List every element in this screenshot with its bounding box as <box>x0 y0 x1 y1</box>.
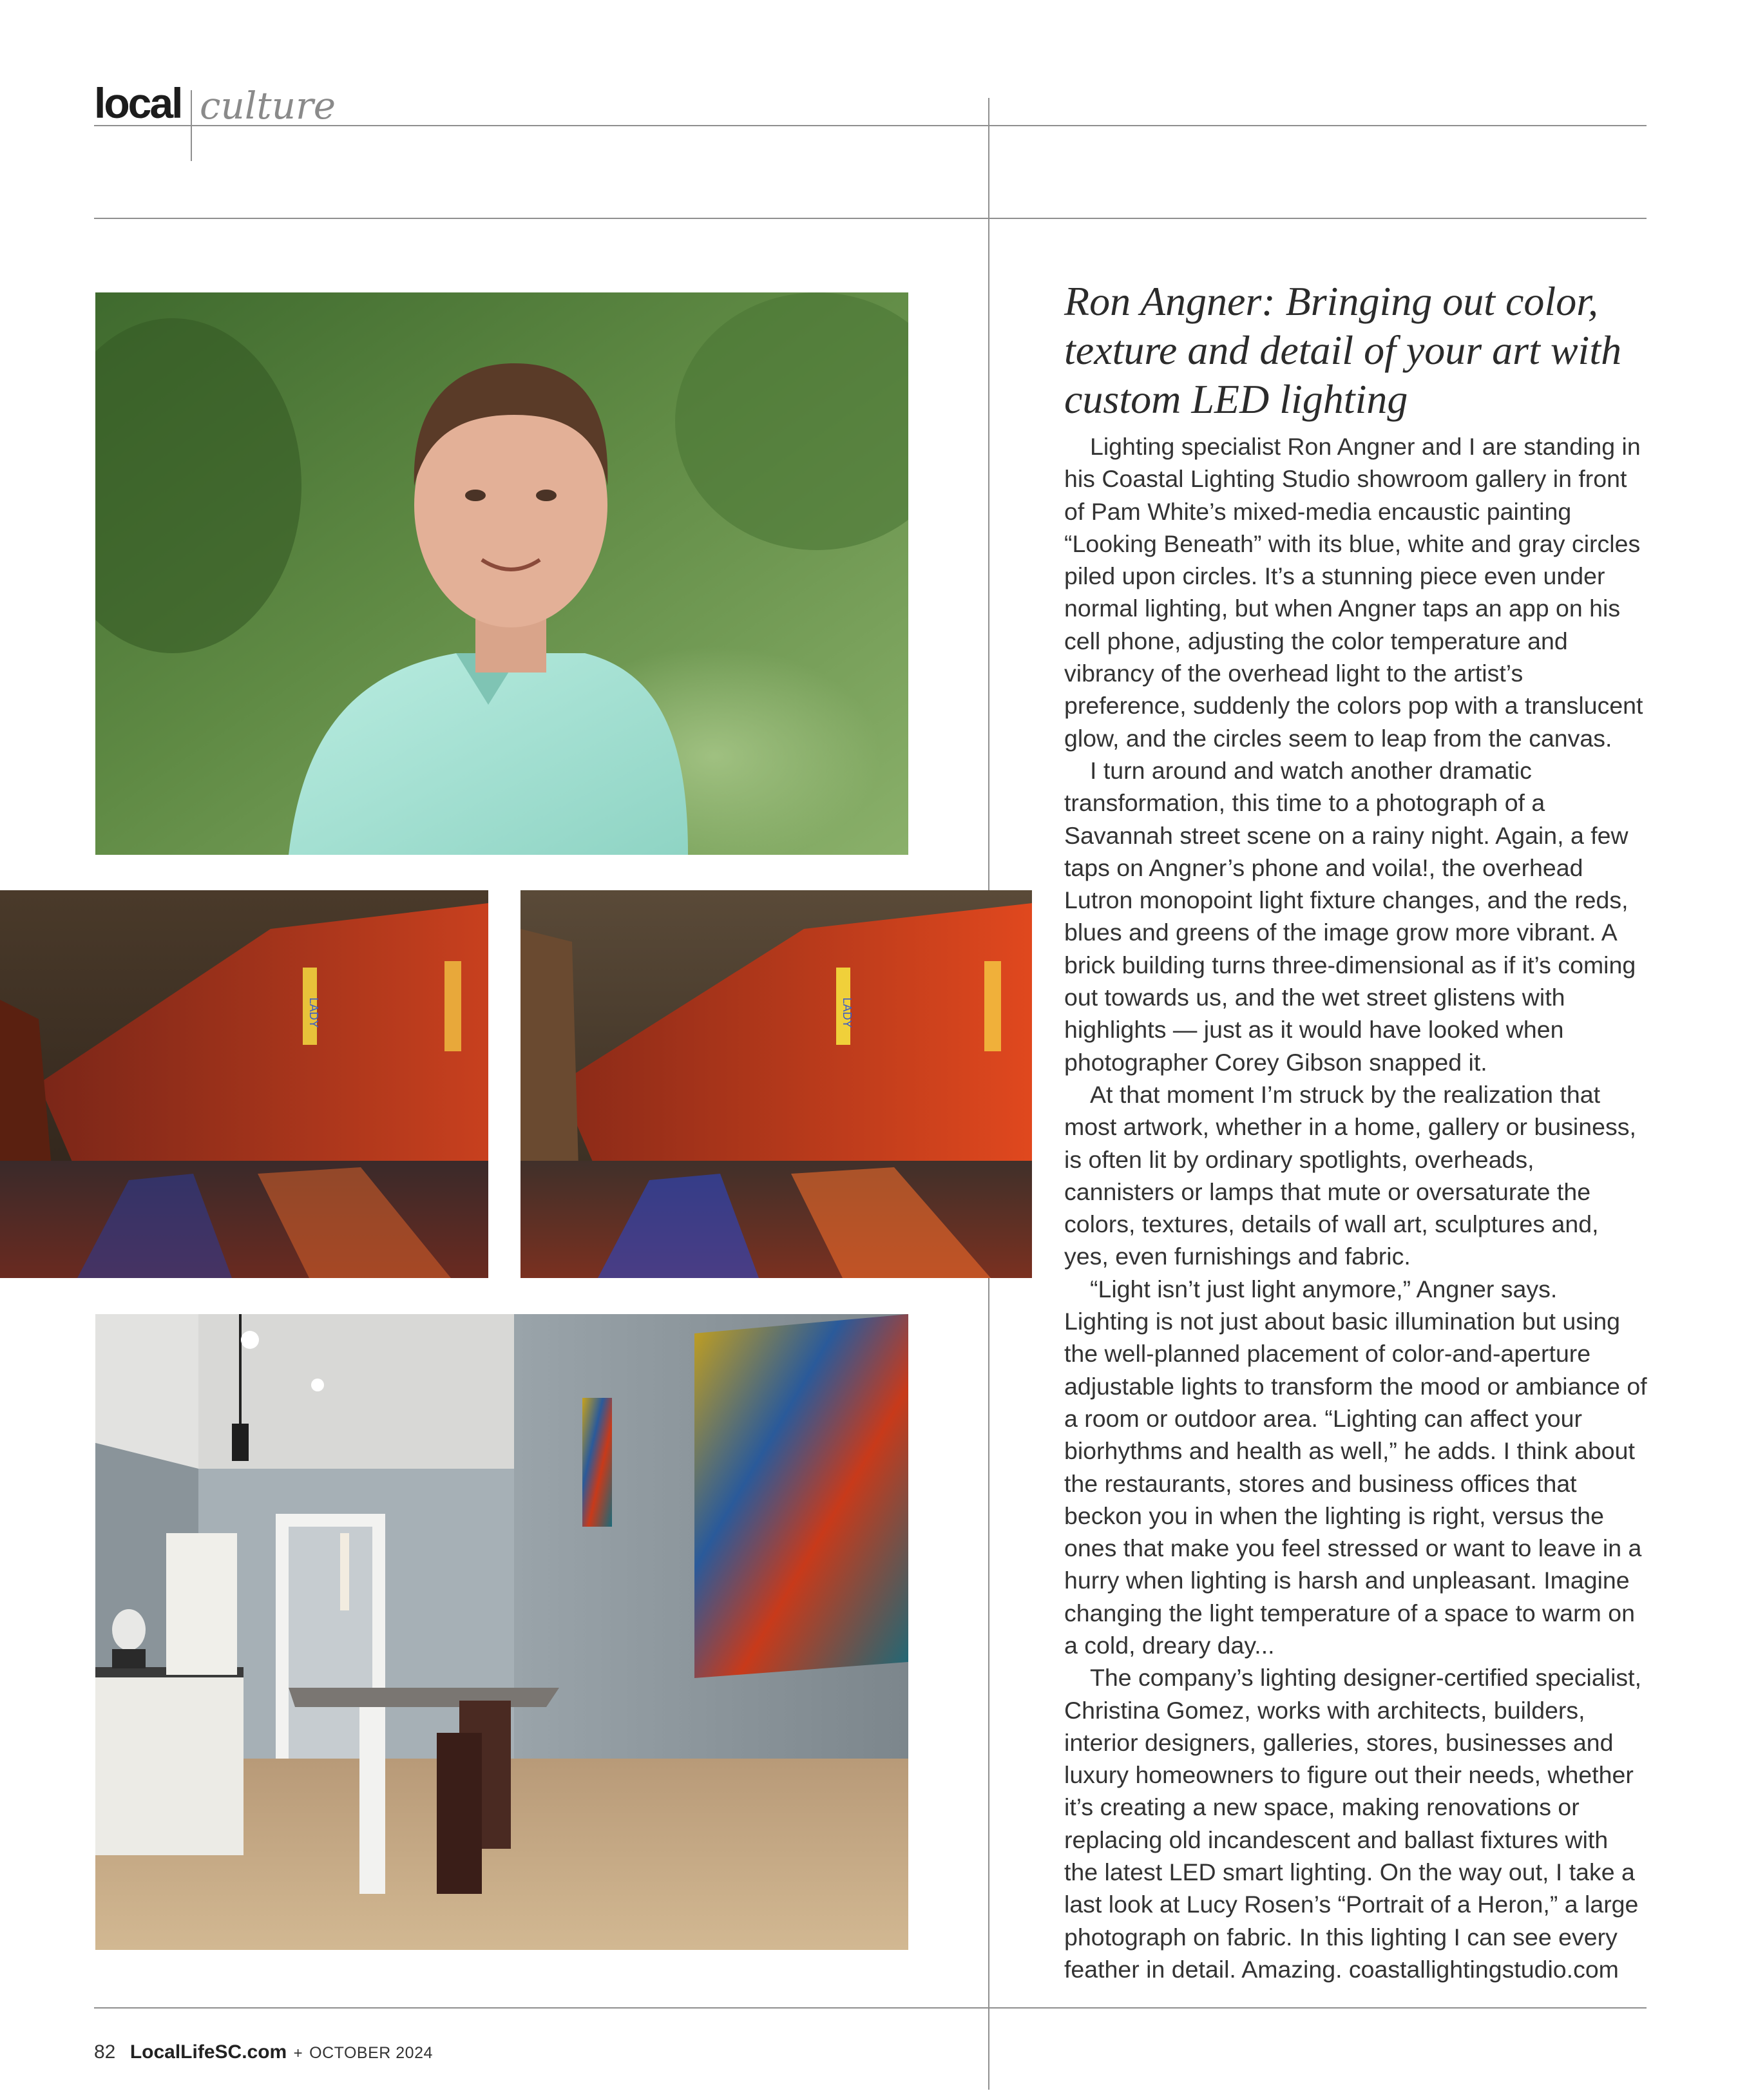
article-body <box>1064 430 1648 1985</box>
header-rule-bottom <box>94 218 1647 219</box>
footer-separator: + <box>293 2045 303 2062</box>
paragraph-1: Lighting specialist Ron Angner and I are standing in his Coastal Lighting Studio showroom gallery in front of Pam White’s mixed-media encaustic painting “Looking Beneath” with its blue, white and gray circles piled upon circles. It’s a stunning piece even under normal lighting, but when Angner taps an app on his cell phone, adjusting the color temperature and vibrancy of the overhead light to the artist’s preference, suddenly the colors pop with a translucent glow, and the circles seem to leap from the canvas. <box>1064 433 1643 752</box>
paragraph-2: I turn around and watch another dramatic transformation, this time to a photograph of a Savannah street scene on a rainy night. Again, a few taps on Angner’s phone and voila!, the overhead Lutron monopoint light fixture changes, and the reds, blues and greens of the image grow more vibrant. A brick building turns three-dimensional as if it’s coming out towards us, and the wet street glistens with highlights — just as it would have looked when photographer Corey Gibson snapped it. <box>1064 756 1636 1076</box>
site-link[interactable]: LocalLifeSC.com <box>129 2041 287 2063</box>
footer-rule <box>94 2007 1647 2009</box>
showroom-photo <box>95 1314 908 1950</box>
paragraph-4: “Light isn’t just light anymore,” Angner says. Lighting is not just about basic illumination but using the well-planned placement of color-and-aperture adjustable lights to transform the mood or ambiance of a room or outdoor area. “Lighting can affect your biorhythms and health as well,” he adds. I think about the restaurants, stores and business offices that beckon you in when the lighting is right, versus the ones that make you feel stressed or want to leave in a hurry when lighting is harsh and unpleasant. Imagine changing the light temperature of a space to warm on a cold, dreary day... <box>1064 1275 1647 1659</box>
article-headline: Ron Angner: Bringing out color, texture and detail of your art with custom LED lighting <box>1064 278 1622 422</box>
page-footer <box>94 2037 433 2071</box>
neon-sign-text: LADY <box>307 997 320 1028</box>
paragraph-3: At that moment I’m struck by the realization that most artwork, whether in a home, gallery or business, is often lit by ordinary spotlights, overheads, cannisters or lamps that mute or oversaturate the colors, textures, details of wall art, sculptures and, yes, even furnishings and fabric. <box>1064 1080 1636 1270</box>
street-photo-before <box>0 890 488 1278</box>
subsection-label: culture <box>200 84 336 128</box>
paragraph-5: The company’s lighting designer-certified specialist, Christina Gomez, works with architects, builders, interior designers, galleries, stores, businesses and luxury homeowners to figure out their needs, whether it’s creating a new space, making renovations or replacing old incandescent and ballast fixtures with the latest LED smart lighting. On the way out, I take a last look at Lucy Rosen’s “Portrait of a Heron,” a large photograph on fabric. In this lighting I can see every feather in detail. Amazing. coastallightingstudio.com <box>1064 1664 1641 1983</box>
street-photo-after <box>520 890 1032 1278</box>
page-number: 82 <box>94 2041 116 2063</box>
section-label: local <box>94 79 182 127</box>
header-tick <box>191 90 192 161</box>
issue-date: OCTOBER 2024 <box>309 2044 433 2062</box>
neon-sign-text: LADY <box>841 997 854 1028</box>
portrait-photo <box>95 292 908 855</box>
